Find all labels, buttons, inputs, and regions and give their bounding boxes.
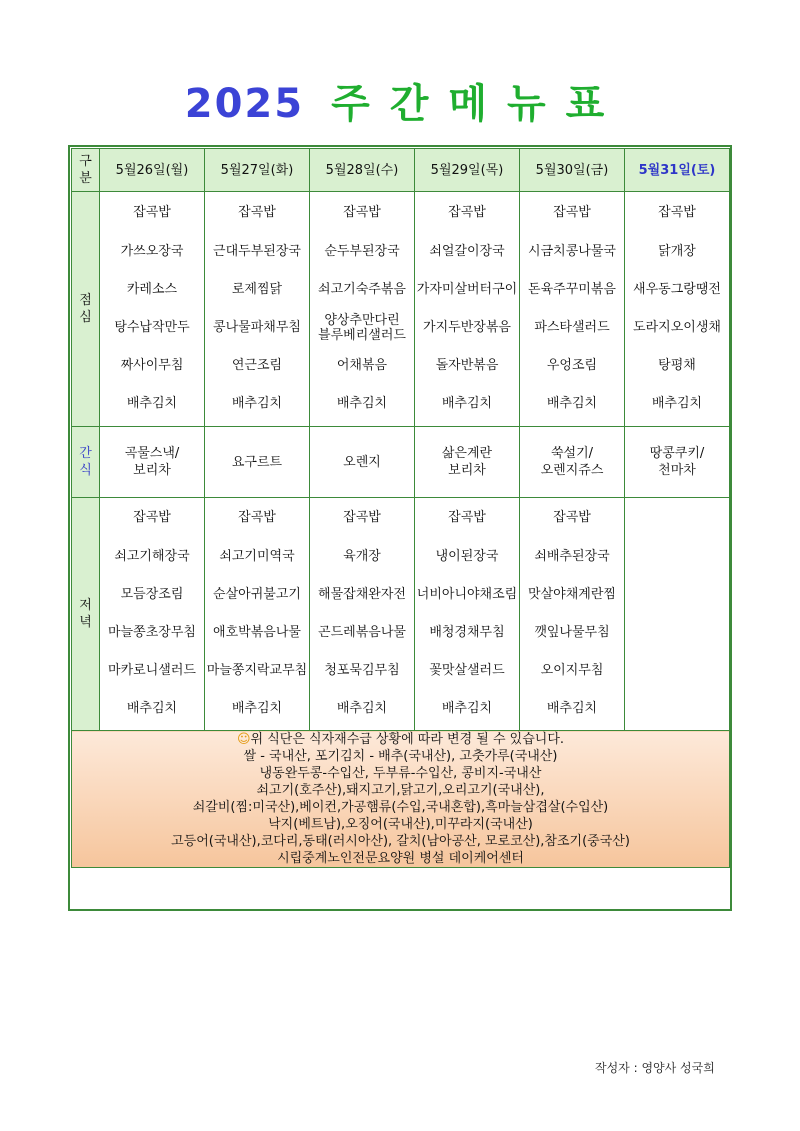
- menu-item: 잡곡밥: [553, 205, 591, 221]
- menu-item: 연근조림: [231, 358, 283, 374]
- menu-item: 배추김치: [336, 701, 388, 717]
- title-char: 간: [389, 81, 431, 127]
- gubun-label: 구: [79, 154, 92, 169]
- section-label: 간: [79, 446, 92, 461]
- menu-item: 순살아귀불고기: [213, 586, 301, 602]
- menu-item: 시금치콩나물국: [528, 243, 616, 259]
- gubun-cell: [72, 149, 100, 192]
- section-snack: [72, 427, 100, 498]
- dinner-cell: [205, 498, 310, 731]
- menu-item: 마늘쫑초장무침: [108, 625, 196, 640]
- menu-item: 우엉조림: [546, 358, 598, 374]
- note-line: 쇠고기(호주산),돼지고기,닭고기,오리고기(국내산),: [256, 783, 545, 798]
- title-year: 2025: [184, 81, 305, 127]
- menu-item: 잡곡밥: [133, 205, 171, 221]
- title-char: 주: [331, 81, 372, 127]
- menu-item: 가지두반장볶음: [423, 320, 511, 335]
- menu-item: 새우동그랑땡전: [633, 281, 721, 297]
- menu-item: 배추김치: [546, 701, 598, 717]
- dinner-cell: [625, 498, 730, 731]
- menu-item: 잡곡밥: [343, 510, 381, 526]
- title-char: 표: [565, 81, 607, 127]
- snack-item-line: 요구르트: [231, 454, 283, 470]
- note-line: 낙지(베트남),오징어(국내산),미꾸라지(국내산): [268, 817, 533, 832]
- menu-item: 잡곡밥: [343, 205, 381, 221]
- menu-item: 해물잡채완자전: [318, 586, 406, 602]
- menu-item: 짜사이무침: [120, 358, 184, 374]
- snack-item-line: 쑥설기/: [550, 446, 594, 461]
- notes-row: [72, 731, 730, 868]
- note-line: 쇠갈비(찜:미국산),베이컨,가공햄류(수입,국내혼합),흑마늘삼겹살(수입산): [192, 800, 609, 815]
- lunch-cell: [100, 192, 205, 427]
- menu-item: 어채볶음: [336, 358, 388, 374]
- day-header-fri: 5월30일(금): [520, 149, 625, 192]
- note-line: 쌀 - 국내산, 포기김치 - 배추(국내산), 고춧가루(국내산): [243, 749, 558, 764]
- snack-row: [72, 427, 730, 498]
- section-label: 저: [79, 598, 92, 613]
- menu-item: 배추김치: [231, 701, 283, 717]
- lunch-cell: [625, 192, 730, 427]
- snack-item-line: 보리차: [448, 463, 486, 478]
- menu-item: 카레소스: [126, 281, 178, 297]
- section-lunch: [72, 192, 100, 427]
- note-line: [72, 731, 729, 748]
- section-dinner: [72, 498, 100, 731]
- menu-item: 탕수납작만두: [114, 320, 190, 335]
- menu-item: 배추김치: [651, 396, 703, 412]
- lunch-cell: [310, 192, 415, 427]
- header-row: [72, 149, 730, 192]
- section-label: 녁: [79, 615, 92, 630]
- menu-item: 잡곡밥: [238, 510, 276, 526]
- snack-item-line: 천마차: [658, 463, 696, 478]
- menu-item: 로제찜닭: [231, 281, 283, 297]
- section-label: 점: [79, 293, 92, 308]
- title-char: 메: [448, 81, 489, 127]
- section-label: 식: [79, 463, 92, 478]
- note-line: 시립중계노인전문요양원 병설 데이케어센터: [277, 851, 524, 866]
- day-header-sat: 5월31일(토): [625, 149, 730, 192]
- menu-item: 파스타샐러드: [534, 320, 610, 335]
- snack-cell: [415, 427, 520, 498]
- menu-item: 오이지무침: [540, 663, 604, 679]
- gubun-label: 분: [79, 171, 92, 186]
- lunch-cell: [415, 192, 520, 427]
- menu-item: 도라지오이생채: [633, 320, 721, 335]
- menu-item: 마늘쫑지락교무침: [206, 663, 308, 679]
- page-title: [0, 72, 800, 129]
- weekly-menu-table: [71, 148, 730, 868]
- menu-item: 콩나물파채무침: [213, 320, 301, 335]
- menu-item: 잡곡밥: [448, 205, 486, 221]
- day-header-thu: 5월29일(목): [415, 149, 520, 192]
- snack-cell: [100, 427, 205, 498]
- menu-item: 냉이된장국: [435, 548, 499, 564]
- menu-item: 쇠얼갈이장국: [429, 243, 505, 259]
- snack-item-line: 오렌지쥬스: [540, 463, 604, 478]
- menu-item: 배추김치: [336, 396, 388, 412]
- snack-item-line: 삶은계란: [441, 446, 493, 461]
- menu-item: 육개장: [343, 548, 381, 564]
- snack-item-line: 땅콩쿠키/: [649, 446, 705, 461]
- snack-cell: [520, 427, 625, 498]
- menu-item: 쇠배추된장국: [534, 548, 610, 564]
- menu-item: 곤드레볶음나물: [318, 625, 406, 640]
- note-line: 고등어(국내산),코다리,동태(러시아산), 갈치(남아공산, 모로코산),참조기(중국산): [171, 834, 630, 849]
- menu-item: [310, 309, 414, 347]
- day-header-tue: 5월27일(화): [205, 149, 310, 192]
- day-header-wed: 5월28일(수): [310, 149, 415, 192]
- menu-item: 배추김치: [441, 701, 493, 717]
- dinner-cell: [100, 498, 205, 731]
- menu-item: 돈육주꾸미볶음: [528, 281, 616, 297]
- snack-cell: [310, 427, 415, 498]
- menu-item: 가자미살버터구이: [416, 281, 518, 297]
- note-line: 냉동완두콩-수입산, 두부류-수입산, 콩비지-국내산: [259, 766, 542, 781]
- lunch-row: [72, 192, 730, 427]
- snack-cell: [205, 427, 310, 498]
- menu-item: 쇠고기해장국: [114, 548, 190, 564]
- dinner-row: [72, 498, 730, 731]
- menu-item: 잡곡밥: [133, 510, 171, 526]
- menu-item: 잡곡밥: [658, 205, 696, 221]
- menu-item: 근대두부된장국: [213, 243, 301, 259]
- menu-item: 깻잎나물무침: [534, 625, 610, 640]
- menu-item: 마카로니샐러드: [108, 663, 196, 679]
- dinner-cell: [310, 498, 415, 731]
- snack-item-line: 오렌지: [343, 454, 381, 470]
- notes-cell: [72, 731, 730, 868]
- section-label: 심: [79, 310, 92, 325]
- menu-item: 닭개장: [658, 243, 696, 259]
- menu-item: 돌자반볶음: [435, 358, 499, 374]
- smiley-icon: ☺: [236, 732, 251, 747]
- note-text: 위 식단은 식자재수급 상황에 따라 변경 될 수 있습니다.: [250, 732, 565, 747]
- lunch-cell: [520, 192, 625, 427]
- author-note: 작성자 : 영양사 성국희: [595, 1061, 715, 1075]
- dinner-cell: [520, 498, 625, 731]
- menu-item: 가쓰오장국: [120, 243, 184, 259]
- menu-item: 배추김치: [126, 396, 178, 412]
- menu-item: 배추김치: [126, 701, 178, 717]
- menu-item: 배추김치: [231, 396, 283, 412]
- menu-item: 너비아니야채조림: [416, 586, 518, 602]
- menu-item: 배추김치: [546, 396, 598, 412]
- snack-item-line: 보리차: [133, 463, 171, 478]
- menu-item-line: 블루베리샐러드: [318, 328, 406, 344]
- menu-item: 쇠고기숙주볶음: [318, 281, 406, 297]
- menu-item: 청포묵김무침: [324, 663, 400, 679]
- snack-cell: [625, 427, 730, 498]
- menu-item: 잡곡밥: [553, 510, 591, 526]
- menu-item: 쇠고기미역국: [219, 548, 295, 564]
- snack-item-line: 곡물스낵/: [124, 446, 180, 461]
- title-char: 뉴: [506, 81, 548, 127]
- menu-item: 배청경채무침: [429, 625, 505, 640]
- lunch-cell: [205, 192, 310, 427]
- day-header-mon: 5월26일(월): [100, 149, 205, 192]
- menu-item: 꽃맛살샐러드: [429, 663, 505, 679]
- dinner-cell: [415, 498, 520, 731]
- menu-item: 애호박볶음나물: [213, 625, 301, 640]
- menu-item: 잡곡밥: [238, 205, 276, 221]
- menu-item: 잡곡밥: [448, 510, 486, 526]
- menu-item: 모듬장조림: [120, 586, 184, 602]
- menu-item: 탕평채: [658, 358, 696, 374]
- menu-item: 배추김치: [441, 396, 493, 412]
- menu-item-line: 양상추만다린: [324, 313, 400, 329]
- menu-item: 순두부된장국: [324, 243, 400, 259]
- menu-item: 맛살야채계란찜: [528, 586, 616, 602]
